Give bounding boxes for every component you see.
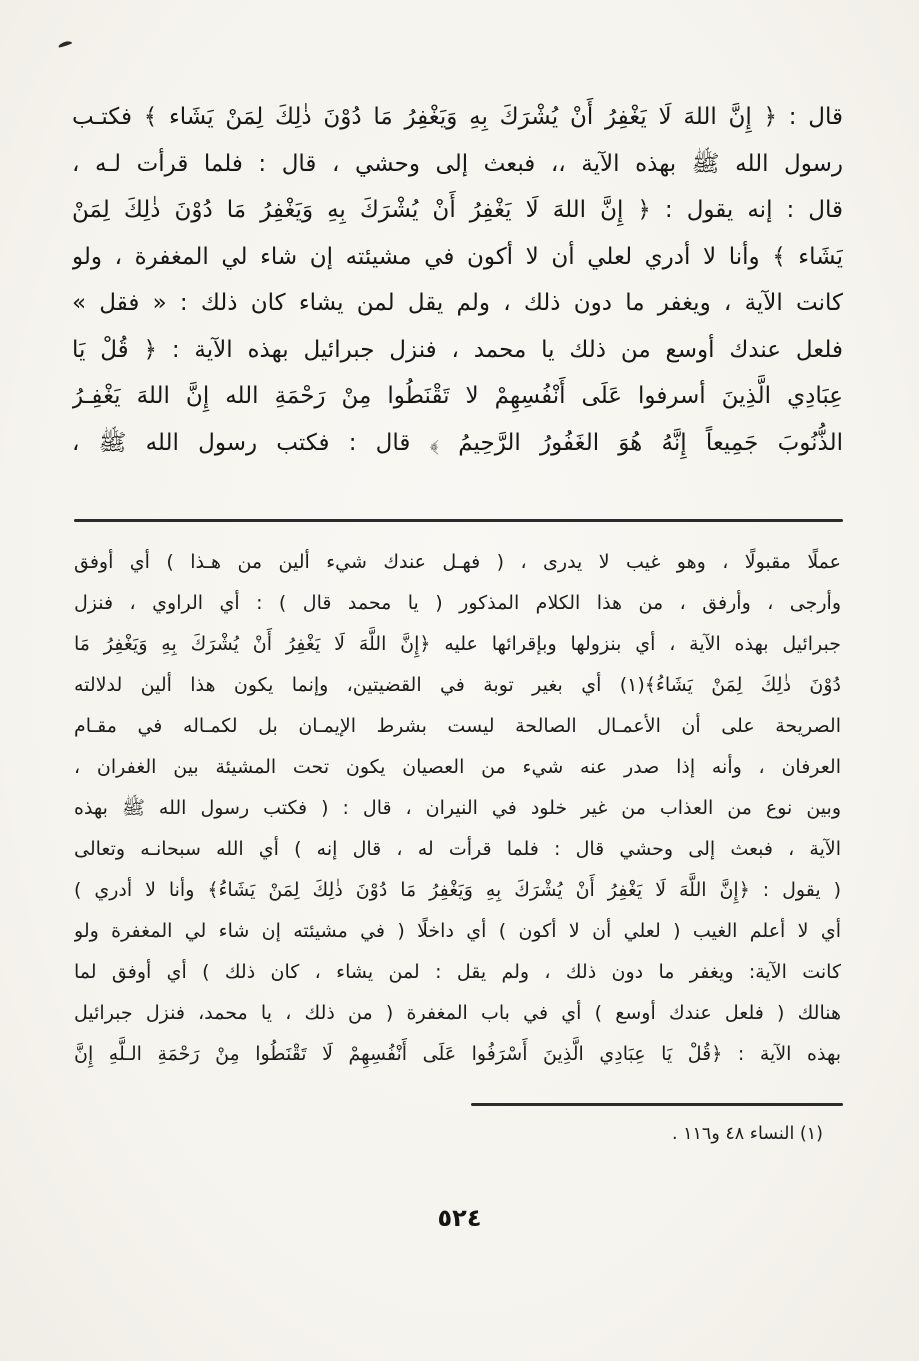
- commentary-line: بهذه الآية : ﴿قُلْ يَا عِبَادِي الَّذِينَ أَسْرَفُوا عَلَى أَنْفُسِهِمْ لَا تَقْنَطُوا مِنْ رَحْمَةِ الـلَّهِ إِنَّ: [74, 1043, 841, 1065]
- section-divider-rule: [74, 519, 843, 522]
- commentary-line: وأرجى ، وأرفق ، من هذا الكلام المذكور ( يا محمد قال ) : أي الراوي ، فنزل: [74, 592, 841, 614]
- main-text-line: عِبَادِي الَّذِينَ أسرفوا عَلَى أَنْفُسِهِمْ لا تَقْنَطُوا مِنْ رَحْمَةِ الله إِنَّ اللهَ يَغْفِـرُ: [72, 383, 843, 409]
- commentary-line: هنالك ( فلعل عندك أوسع ) أي في باب المغفرة ( من ذلك ، يا محمد، فنزل جبرائيل: [74, 1002, 841, 1024]
- commentary-line: وبين نوع من العذاب من غير خلود في النيران ، قال : ( فكتب رسول الله ﷺ بهذه: [74, 797, 841, 819]
- commentary-line: عملًا مقبولًا ، وهو غيب لا يدرى ، ( فهـل عندك شيء ألين من هـذا ) أي أوفق: [74, 551, 841, 573]
- footnote-reference: (١) النساء ٤٨ و١١٦ .: [671, 1124, 823, 1144]
- footnote-divider-rule: [471, 1103, 843, 1106]
- page-number: ٥٢٤: [437, 1204, 482, 1232]
- stray-ink-mark: [58, 40, 73, 48]
- commentary-line: العرفان ، وأنه إذا صدر عنه شيء من العصيان يكون تحت المشيئة بين الغفران ،: [74, 756, 841, 778]
- main-text-line: رسول الله ﷺ بهذه الآية ،، فبعث إلى وحشي ، قال : فلما قرأت لـه ،: [72, 150, 843, 177]
- main-text-line: قال : ﴿ إِنَّ اللهَ لَا يَغْفِرُ أَنْ يُشْرَكَ بِهِ وَيَغْفِرُ مَا دُوْنَ ذٰلِكَ لِمَنْ يَشَاء ﴾ فكتـب: [72, 104, 843, 130]
- commentary-line: أي لا أعلم الغيب ( لعلي أن لا أكون ) أي داخلًا ( في مشيئته إن شاء لي المغفرة ولو: [74, 920, 841, 942]
- commentary-line: ( يقول : ﴿إِنَّ اللَّهَ لَا يَغْفِرُ أَنْ يُشْرَكَ بِهِ وَيَغْفِرُ مَا دُوْنَ ذٰلِكَ لِمَنْ يَشَاءُ﴾ وأنا لا أدري ): [74, 879, 841, 901]
- commentary-line: الصريحة على أن الأعمـال الصالحة ليست بشرط الإيمـان بل لكمـاله في مقـام: [74, 715, 841, 737]
- commentary-line: كانت الآية: ويغفر ما دون ذلك ، ولم يقل : لمن يشاء ، كان ذلك ) أي أوفق لما: [74, 961, 841, 983]
- main-text-line: كانت الآية ، ويغفر ما دون ذلك ، ولم يقل لمن يشاء كان ذلك : « فقل »: [72, 290, 843, 316]
- main-text-block: [72, 94, 843, 466]
- main-text-line: الذُّنُوبَ جَمِيعاً إِنَّهُ هُوَ الغَفُورُ الرَّحِيمُ ﴾ قال : فكتب رسول الله ﷺ ،: [72, 429, 843, 456]
- main-text-line: قال : إنه يقول : ﴿ إِنَّ اللهَ لَا يَغْفِرُ أَنْ يُشْرَكَ بِهِ وَيَغْفِرُ مَا دُوْنَ ذٰلِكَ لِمَنْ: [72, 197, 843, 223]
- commentary-line: جبرائيل بهذه الآية ، أي بنزولها وبإقرائها عليه ﴿إِنَّ اللَّهَ لَا يَغْفِرُ أَنْ يُشْرَكَ بِهِ وَيَغْفِرُ مَا: [74, 633, 841, 655]
- commentary-line: دُوْنَ ذٰلِكَ لِمَنْ يَشَاءُ﴾(١) أي بغير توبة في القضيتين، وإنما يكون هذا ألين لدلالته: [74, 674, 841, 696]
- main-text-line: يَشَاء ﴾ وأنا لا أدري لعلي أن لا أكون في مشيئته إن شاء لي المغفرة ، ولو: [72, 243, 843, 270]
- commentary-line: الآية ، فبعث إلى وحشي قال : فلما قرأت له ، قال إنه ) أي الله سبحانـه وتعالى: [74, 838, 841, 860]
- commentary-block: [74, 542, 841, 1075]
- main-text-line: فلعل عندك أوسع من ذلك يا محمد ، فنزل جبرائيل بهذه الآية : ﴿ قُلْ يَا: [72, 336, 843, 363]
